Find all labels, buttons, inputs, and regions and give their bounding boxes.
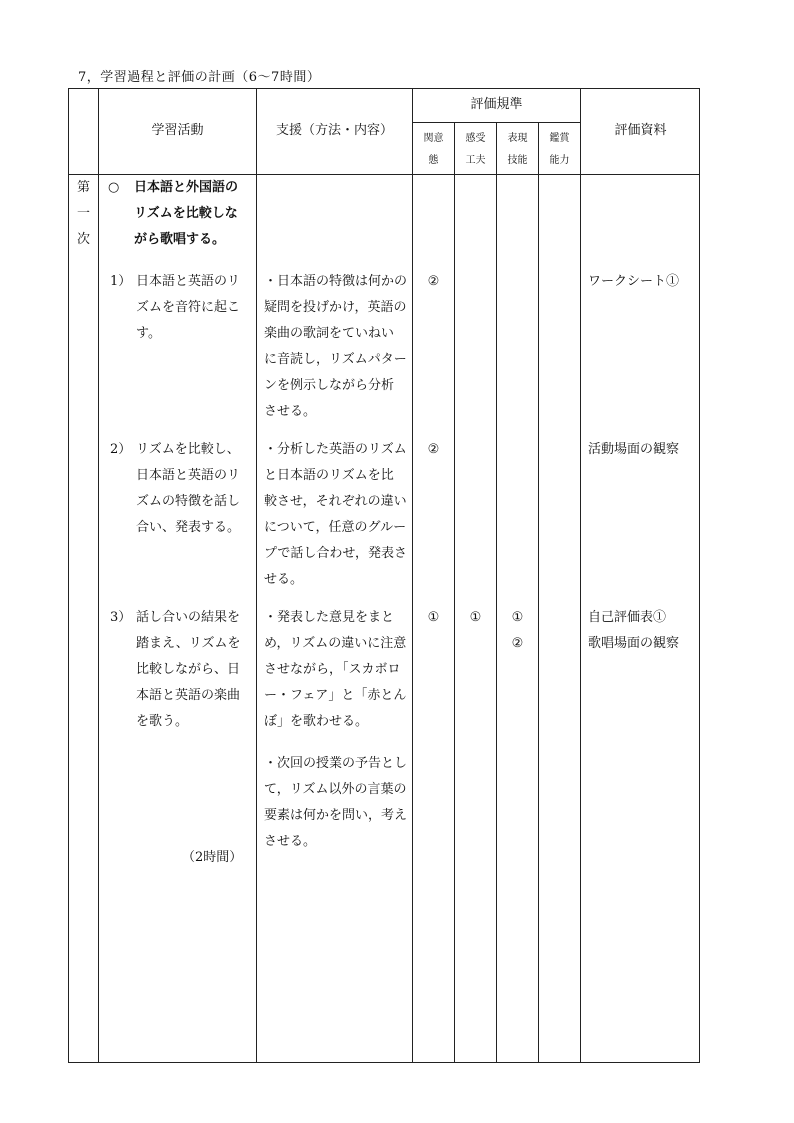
header-criteria: 評価規準 [470, 97, 523, 112]
section-heading: 7，学習過程と評価の計画（6～7時間） [78, 70, 321, 85]
step-1-support-line-2: 疑問を投げかけ，英語の [264, 300, 407, 315]
header-sub-kansho-1: 鑑賞 [549, 133, 570, 144]
step-2-eval-kan: ② [427, 442, 440, 457]
step-3-activity-line-5: を歌う。 [136, 714, 189, 729]
header-sub-kan-1: 関意 [423, 133, 444, 144]
header-sub-kanju-2: 工夫 [465, 155, 486, 166]
step-2-support-line-5: プで話し合わせ，発表さ [264, 546, 408, 561]
step-1-support-line-3: 楽曲の歌詞をていねい [264, 326, 395, 341]
step-3-eval-kanju: ① [469, 610, 482, 625]
step-3-activity-line-4: 本語と英語の楽曲 [136, 688, 241, 703]
step-2-number: 2） [110, 442, 132, 457]
header-sub-kansho-2: 能力 [549, 155, 570, 166]
header-materials: 評価資料 [614, 123, 667, 138]
time-allotment: （2時間） [182, 850, 243, 865]
step-2-support-line-1: ・分析した英語のリズム [264, 442, 407, 457]
step-3-eval-hyogen-2: ② [511, 636, 524, 651]
step-1-materials: ワークシート① [588, 274, 680, 289]
step-3-eval-kan: ① [427, 610, 440, 625]
step-1-number: 1） [110, 274, 132, 289]
phase-char-2: 一 [76, 206, 90, 221]
header-sub-kan-2: 態 [428, 155, 439, 166]
step-3-support2-line-4: させる。 [264, 834, 317, 849]
step-2-support-line-2: と日本語のリズムを比 [264, 468, 394, 483]
step-2-activity-line-3: ズムの特徴を話し [136, 494, 241, 509]
step-3-activity-line-3: 比較しながら、日 [136, 662, 241, 677]
step-2-support-line-3: 較させ，それぞれの違い [264, 494, 407, 509]
col-divider-eval-3 [538, 122, 539, 1063]
header-sub-hyogen-1: 表現 [507, 133, 528, 144]
col-divider-phase [98, 88, 99, 1063]
header-activity: 学習活動 [151, 123, 204, 138]
step-3-activity-line-2: 踏まえ、リズムを [136, 636, 241, 651]
step-3-materials-2: 歌唱場面の観察 [588, 636, 680, 651]
step-2-support-line-4: について，任意のグルー [264, 520, 407, 535]
step-1-support-line-5: ンを例示しながら分析 [264, 378, 395, 393]
step-2-materials: 活動場面の観察 [588, 442, 680, 457]
step-1-activity-line-3: す。 [136, 326, 161, 341]
step-3-support-line-5: ぼ」を歌わせる。 [264, 714, 369, 729]
col-divider-eval-2 [496, 122, 497, 1063]
step-3-support-line-3: させながら，「スカボロ [264, 662, 401, 677]
step-3-materials-1: 自己評価表① [588, 610, 667, 625]
goal-marker: ○ [108, 180, 120, 195]
goal-line-3: がら歌唱する。 [134, 232, 226, 247]
step-2-support-line-6: せる。 [264, 572, 304, 587]
step-3-support-line-2: め，リズムの違いに注意 [264, 636, 407, 651]
header-sub-kanju-1: 感受 [465, 133, 486, 144]
goal-line-2: リズムを比較しな [134, 206, 238, 221]
header-sub-hyogen-2: 技能 [507, 155, 528, 166]
step-3-support2-line-2: て，リズム以外の言葉の [264, 782, 407, 797]
goal-line-1: 日本語と外国語の [134, 180, 239, 195]
step-3-eval-hyogen-1: ① [511, 610, 524, 625]
col-divider-eval-end [580, 88, 581, 1063]
step-1-support-line-6: させる。 [264, 404, 317, 419]
step-3-activity-line-1: 話し合いの結果を [136, 610, 241, 625]
row-divider-criteria [412, 122, 580, 123]
step-3-support2-line-1: ・次回の授業の予告とし [264, 756, 408, 771]
step-1-eval-kan: ② [427, 274, 440, 289]
step-2-activity-line-1: リズムを比較し、 [136, 442, 240, 457]
step-3-support-line-1: ・発表した意見をまと [264, 610, 395, 625]
step-1-support-line-4: に音読し，リズムパター [264, 352, 407, 367]
phase-char-3: 次 [76, 232, 90, 247]
step-1-activity-line-1: 日本語と英語のリ [136, 274, 241, 289]
step-2-activity-line-2: 日本語と英語のリ [136, 468, 241, 483]
header-support: 支援（方法・内容） [275, 123, 393, 138]
step-3-number: 3） [110, 610, 132, 625]
step-3-support-line-4: ー・フェア」と「赤とん [264, 688, 407, 703]
step-3-support2-line-3: 要素は何かを問い，考え [264, 808, 408, 823]
col-divider-activity [256, 88, 257, 1063]
phase-char-1: 第 [76, 180, 90, 195]
step-2-activity-line-4: 合い、発表する。 [136, 520, 241, 535]
col-divider-eval-1 [454, 122, 455, 1063]
step-1-activity-line-2: ズムを音符に起こ [136, 300, 241, 315]
step-1-support-line-1: ・日本語の特徴は何かの [264, 274, 408, 289]
col-divider-support [412, 88, 413, 1063]
